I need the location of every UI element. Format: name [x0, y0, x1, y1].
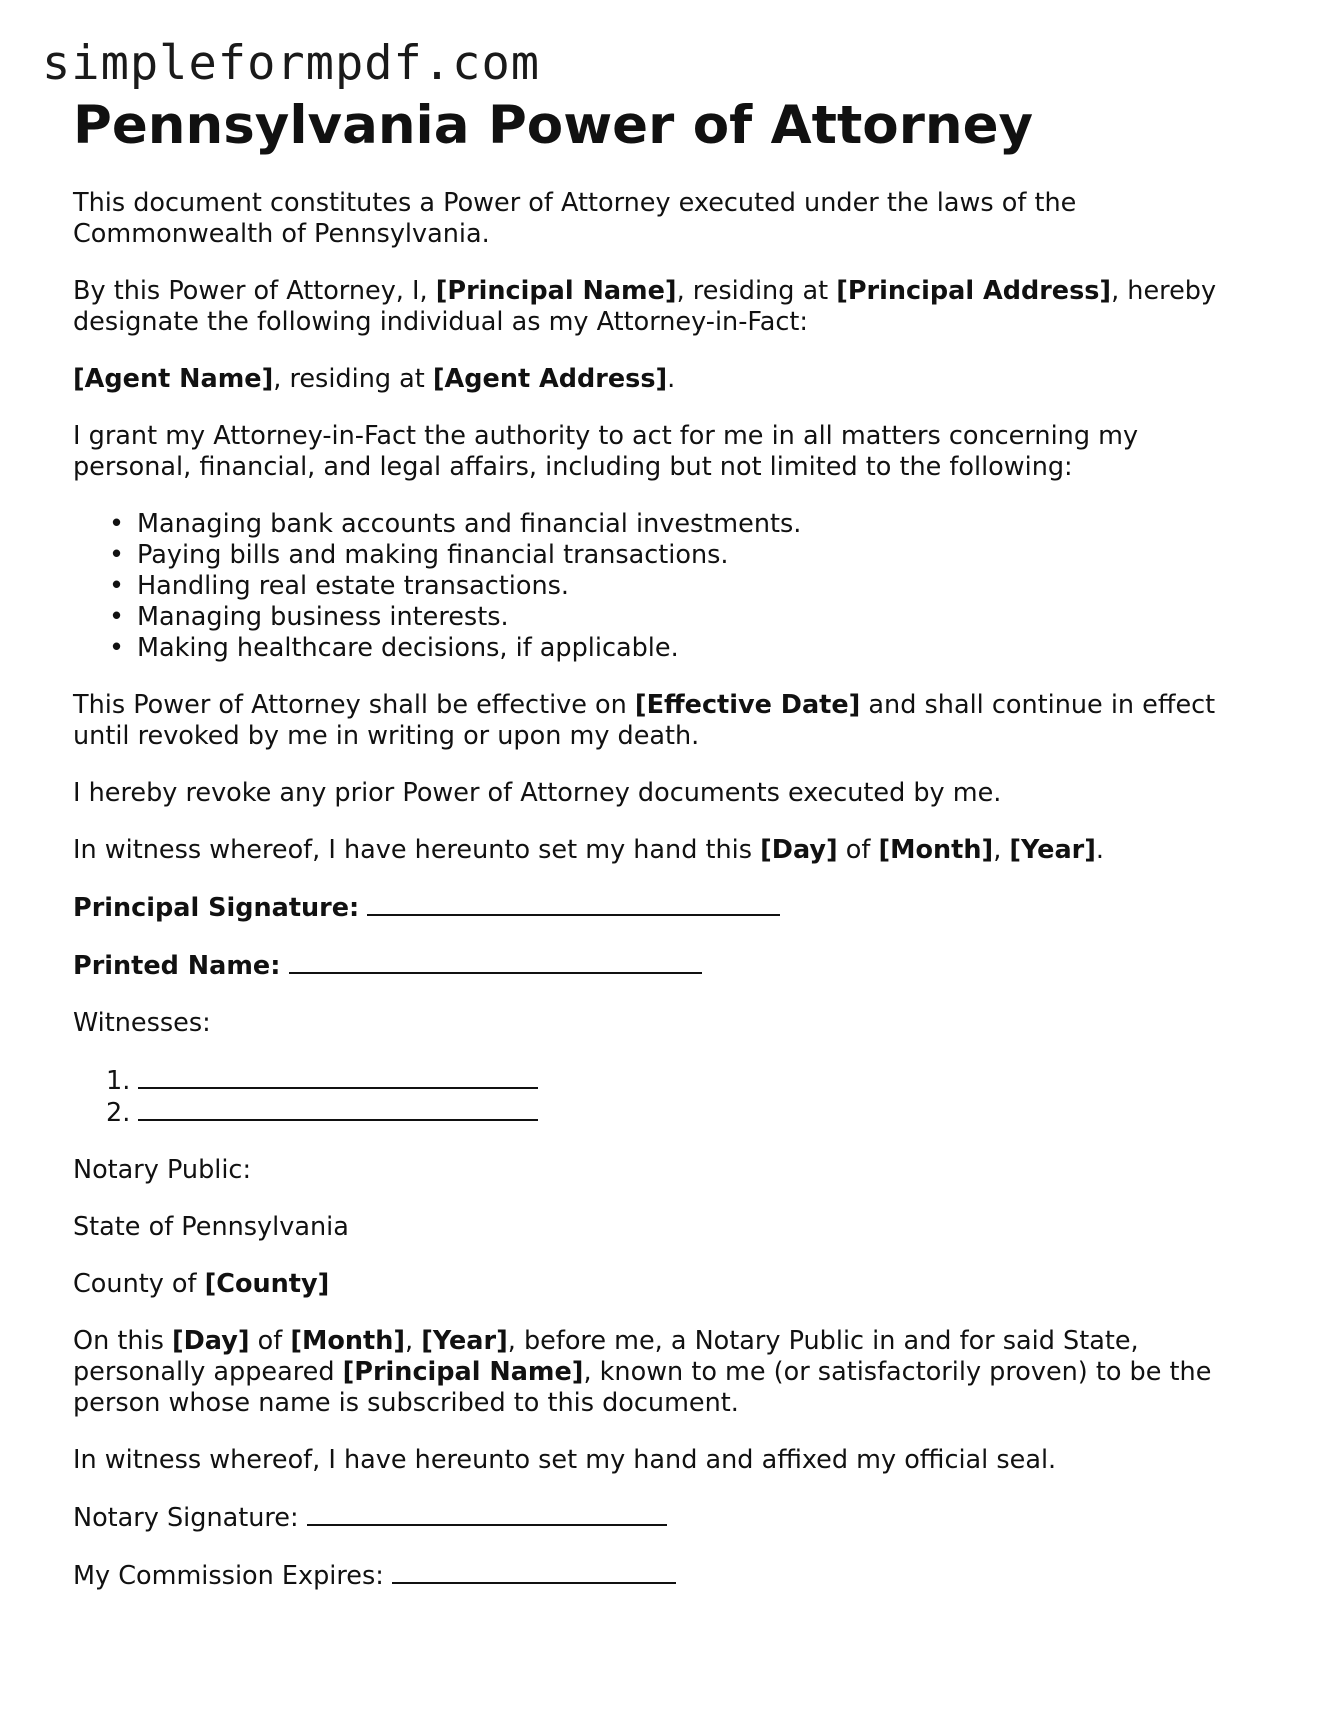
designation-paragraph: By this Power of Attorney, I, [Principal Name], residing at [Principal Address], hereby designate the following individual as my Attorney-in-Fact:: [73, 276, 1217, 337]
bullet-icon: •: [109, 633, 125, 663]
commission-row: [73, 1560, 1253, 1592]
agent-paragraph: [Agent Name], residing at [Agent Address].: [73, 364, 676, 394]
witness-2-line[interactable]: [138, 1097, 538, 1121]
notary-witness-paragraph: In witness whereof, I have hereunto set my hand and affixed my official seal.: [73, 1445, 1057, 1475]
principal-name-placeholder: [Principal Name]: [435, 276, 677, 306]
bullet-icon: •: [109, 509, 125, 539]
list-item: 1.: [106, 1065, 1253, 1097]
principal-signature-line[interactable]: [367, 892, 780, 916]
bullet-icon: •: [109, 540, 125, 570]
notary-label: Notary Public:: [73, 1155, 252, 1185]
effective-paragraph: This Power of Attorney shall be effective on [Effective Date] and shall continue in effect until revoked by me in writing or upon my death.: [73, 690, 1216, 751]
powers-list: [73, 509, 1253, 664]
list-item: • Paying bills and making financial transactions.: [109, 540, 729, 570]
principal-signature-label: Principal Signature:: [73, 893, 360, 923]
agent-address-placeholder: [Agent Address]: [432, 364, 668, 394]
principal-name-placeholder: [Principal Name]: [342, 1357, 584, 1387]
month-placeholder: [Month]: [290, 1326, 406, 1356]
county-placeholder: [County]: [204, 1269, 330, 1299]
principal-address-placeholder: [Principal Address]: [836, 276, 1112, 306]
witnesses-label: Witnesses:: [73, 1008, 211, 1038]
county-line: County of [County]: [73, 1269, 330, 1299]
bullet-icon: •: [109, 602, 125, 632]
list-item: • Managing bank accounts and financial investments.: [109, 509, 802, 539]
list-item: • Managing business interests.: [109, 602, 509, 632]
printed-name-line[interactable]: [289, 950, 702, 974]
year-placeholder: [Year]: [1009, 835, 1096, 865]
authority-paragraph: I grant my Attorney-in-Fact the authority to act for me in all matters concerning my personal, financial, and legal affairs, including but not limited to the following:: [73, 421, 1139, 482]
watermark: simpleformpdf.com: [42, 36, 541, 91]
commission-label: My Commission Expires:: [73, 1561, 384, 1591]
notary-signature-line[interactable]: [307, 1502, 667, 1526]
effective-date-placeholder: [Effective Date]: [634, 690, 861, 720]
agent-name-placeholder: [Agent Name]: [73, 364, 274, 394]
list-item: • Handling real estate transactions.: [109, 571, 570, 601]
witness-clause: In witness whereof, I have hereunto set my hand this [Day] of [Month], [Year].: [73, 835, 1105, 865]
day-placeholder: [Day]: [760, 835, 838, 865]
list-item: 2.: [106, 1097, 1253, 1129]
intro-paragraph: This document constitutes a Power of Attorney executed under the laws of the Commonwealth of Pennsylvania.: [73, 188, 1077, 249]
year-placeholder: [Year]: [421, 1326, 508, 1356]
bullet-icon: •: [109, 571, 125, 601]
document-page: [73, 95, 1253, 1592]
witnesses-list: [73, 1065, 1253, 1129]
printed-name-label: Printed Name:: [73, 951, 281, 981]
month-placeholder: [Month]: [878, 835, 994, 865]
commission-expires-line[interactable]: [392, 1560, 676, 1584]
printed-name-row: [73, 950, 1253, 982]
notary-signature-label: Notary Signature:: [73, 1503, 299, 1533]
revoke-paragraph: I hereby revoke any prior Power of Attorney documents executed by me.: [73, 778, 1002, 808]
state-line: State of Pennsylvania: [73, 1212, 349, 1242]
witness-1-line[interactable]: [138, 1065, 538, 1089]
day-placeholder: [Day]: [171, 1326, 250, 1356]
principal-signature-row: [73, 892, 1253, 924]
page-title: Pennsylvania Power of Attorney: [73, 95, 1034, 156]
list-item: • Making healthcare decisions, if applicable.: [109, 633, 679, 663]
notary-signature-row: [73, 1502, 1253, 1534]
acknowledgment-paragraph: On this [Day] of [Month], [Year], before me, a Notary Public in and for said State, personally appeared [Principal Name], known to me (or satisfactorily proven) to be the person whose name is subscribed to this document.: [73, 1326, 1212, 1418]
